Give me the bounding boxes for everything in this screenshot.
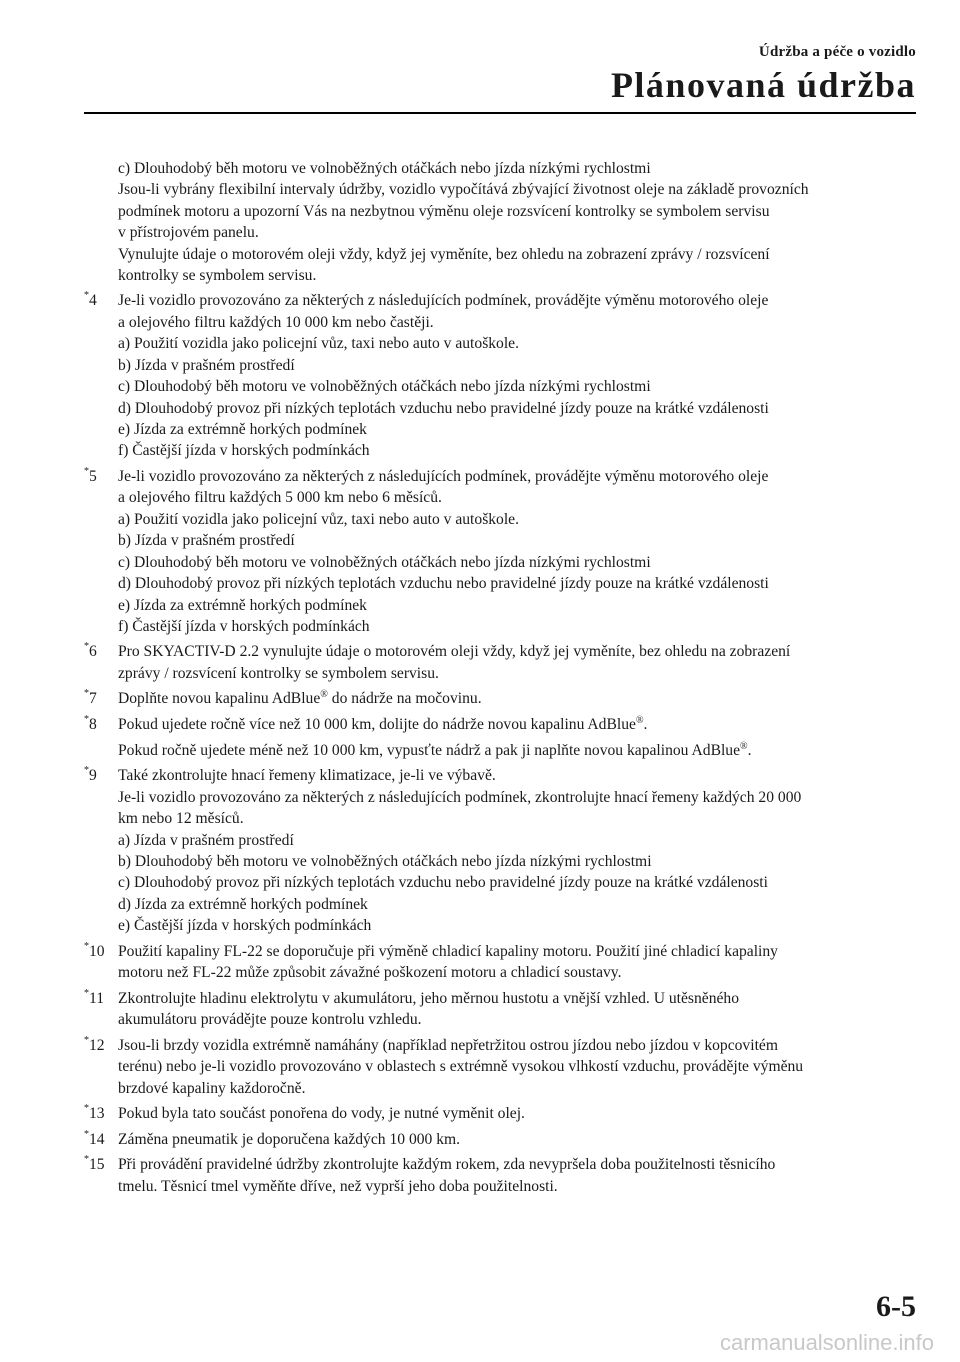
page-title: Plánovaná údržba	[610, 65, 916, 105]
footnote-marker: *	[84, 290, 89, 302]
footnote-marker: *	[84, 1102, 89, 1114]
footnote-text: Je-li vozidlo provozováno za některých z následujících podmínek, zkontrolujte hnací řemeny každých 20 000	[118, 788, 802, 806]
footnote-number: 15	[89, 1156, 105, 1174]
paragraph-line: Vynulujte údaje o motorovém oleji vždy, když jej vyměníte, bez ohledu na zobrazení zprávy / rozsvícení	[118, 245, 770, 263]
footnote-text: .	[643, 716, 648, 734]
footnote-marker: *	[84, 713, 89, 725]
condition-item: b) Jízda v prašném prostředí	[118, 532, 295, 550]
footnote-number: 10	[89, 942, 105, 960]
footnote-text: km nebo 12 měsíců.	[118, 810, 244, 828]
footnote-5	[84, 462, 912, 488]
footnote-7	[84, 684, 912, 710]
page-header	[611, 44, 916, 105]
footnote-text: Zkontrolujte hladinu elektrolytu v akumulátoru, jeho měrnou hustotu a vnější vzhled. U utěsněného	[118, 989, 740, 1007]
main-content	[84, 158, 912, 1197]
paragraph-line: podmínek motoru a upozorní Vás na nezbytnou výměnu oleje rozsvícení kontrolky se symbolem servisu	[118, 202, 770, 220]
footnote-text: Také zkontrolujte hnací řemeny klimatizace, je-li ve výbavě.	[118, 767, 496, 785]
footnote-marker: *	[84, 940, 89, 952]
footnote-text: terénu) nebo je-li vozidlo provozováno v oblastech s extrémně vysokou vlhkostí vzduchu, provádějte výměnu	[118, 1058, 804, 1076]
footnote-marker: *	[84, 987, 89, 999]
condition-item: b) Dlouhodobý běh motoru ve volnoběžných otáčkách nebo jízda nízkými rychlostmi	[118, 852, 652, 870]
footnote-4	[84, 286, 912, 312]
footnote-marker: *	[84, 641, 89, 653]
footnote-text: a olejového filtru každých 10 000 km nebo častěji.	[118, 314, 434, 332]
footnote-text: Záměna pneumatik je doporučena každých 10 000 km.	[118, 1130, 461, 1148]
footnote-13	[84, 1099, 912, 1125]
footnote-6	[84, 637, 912, 663]
footnote-number: 4	[89, 292, 97, 310]
registered-mark: ®	[635, 714, 644, 726]
footnote-15	[84, 1150, 912, 1176]
footnote-text: Je-li vozidlo provozováno za některých z následujících podmínek, provádějte výměnu motorového oleje	[118, 292, 769, 310]
watermark: carmanualsonline.info	[719, 1330, 934, 1355]
footnote-marker: *	[84, 1034, 89, 1046]
condition-item: c) Dlouhodobý běh motoru ve volnoběžných otáčkách nebo jízda nízkými rychlostmi	[118, 553, 651, 571]
footnote-text: a olejového filtru každých 5 000 km nebo 6 měsíců.	[118, 489, 442, 507]
footnote-text: Jsou-li brzdy vozidla extrémně namáhány (například nepřetržitou ostrou jízdou nebo jízdou v kopcovitém	[118, 1036, 778, 1054]
footnote-marker: *	[84, 1128, 89, 1140]
condition-item: a) Použití vozidla jako policejní vůz, taxi nebo auto v autoškole.	[118, 510, 520, 528]
footnote-number: 13	[89, 1105, 105, 1123]
footnote-marker: *	[84, 465, 89, 477]
condition-item: d) Jízda za extrémně horkých podmínek	[118, 895, 368, 913]
condition-item: f) Častější jízda v horských podmínkách	[118, 617, 370, 635]
footnote-11	[84, 984, 912, 1010]
condition-item: b) Jízda v prašném prostředí	[118, 356, 295, 374]
footnote-text: Pro SKYACTIV-D 2.2 vynulujte údaje o motorovém oleji vždy, když jej vyměníte, bez ohledu na zobrazení	[118, 643, 791, 661]
footnote-marker: *	[84, 688, 89, 700]
footnote-number: 14	[89, 1130, 105, 1148]
footnote-8	[84, 710, 912, 736]
footnote-text: tmelu. Těsnicí tmel vyměňte dříve, než vyprší jeho doba použitelnosti.	[118, 1177, 558, 1195]
footnote-text: Použití kapaliny FL-22 se doporučuje při výměně chladicí kapaliny motoru. Použití jiné chladicí kapaliny	[118, 942, 778, 960]
footnote-text: Pokud ročně ujedete méně než 10 000 km, vypusťte nádrž a pak ji naplňte novou kapalinou AdBlue	[118, 741, 741, 759]
footnote-number: 6	[89, 643, 97, 661]
footnote-number: 9	[89, 767, 97, 785]
footnote-14	[84, 1125, 912, 1151]
footnote-number: 7	[89, 690, 97, 708]
footnote-text: brzdové kapaliny každoročně.	[118, 1079, 306, 1097]
condition-item: e) Jízda za extrémně horkých podmínek	[118, 421, 367, 439]
paragraph-line: Jsou-li vybrány flexibilní intervaly údržby, vozidlo vypočítává zbývající životnost oleje na základě provozních	[118, 181, 809, 199]
condition-item: c) Dlouhodobý provoz při nízkých teplotách vzduchu nebo pravidelné jízdy pouze na krátké vzdálenosti	[118, 874, 768, 892]
footnote-marker: *	[84, 1154, 89, 1166]
footnote-12	[84, 1031, 912, 1057]
footnote-number: 12	[89, 1036, 105, 1054]
footnote-text: zprávy / rozsvícení kontrolky se symbolem servisu.	[118, 664, 439, 682]
section-title: Údržba a péče o vozidlo	[758, 44, 916, 60]
footnote-text: do nádrže na močovinu.	[327, 690, 482, 708]
page-number: 6-5	[876, 1290, 916, 1323]
footnote-text: akumulátoru provádějte pouze kontrolu vzhledu.	[118, 1011, 422, 1029]
paragraph-line: kontrolky se symbolem servisu.	[118, 267, 317, 285]
condition-item: e) Častější jízda v horských podmínkách	[118, 917, 372, 935]
registered-mark: ®	[320, 689, 328, 701]
paragraph-line: v přístrojovém panelu.	[118, 224, 259, 242]
condition-item: a) Jízda v prašném prostředí	[118, 831, 294, 849]
footnote-marker: *	[84, 765, 89, 777]
condition-item: c) Dlouhodobý běh motoru ve volnoběžných otáčkách nebo jízda nízkými rychlostmi	[118, 160, 651, 177]
footnote-text: motoru než FL-22 může způsobit závažné poškození motoru a chladicí soustavy.	[118, 964, 622, 982]
condition-item: c) Dlouhodobý běh motoru ve volnoběžných otáčkách nebo jízda nízkými rychlostmi	[118, 378, 651, 396]
condition-item: e) Jízda za extrémně horkých podmínek	[118, 596, 367, 614]
footnote-text: Pokud ujedete ročně více než 10 000 km, dolijte do nádrže novou kapalinu AdBlue	[118, 716, 636, 734]
footnote-text-line	[84, 736, 912, 762]
registered-mark: ®	[740, 740, 748, 752]
footnote-text: .	[747, 741, 752, 759]
footnote-text: Je-li vozidlo provozováno za některých z následujících podmínek, provádějte výměnu motorového oleje	[118, 468, 769, 486]
footnote-number: 8	[89, 716, 97, 734]
footnote-number: 5	[89, 468, 97, 486]
footnote-10	[84, 937, 912, 963]
header-rule	[84, 112, 916, 114]
footnote-number: 11	[89, 989, 105, 1007]
condition-item: d) Dlouhodobý provoz při nízkých teplotách vzduchu nebo pravidelné jízdy pouze na krátké vzdálenosti	[118, 399, 769, 417]
condition-item: f) Častější jízda v horských podmínkách	[118, 442, 370, 460]
footnote-text: Pokud byla tato součást ponořena do vody, je nutné vyměnit olej.	[118, 1105, 525, 1123]
footnote-9	[84, 761, 912, 787]
footnote-text: Doplňte novou kapalinu AdBlue	[118, 690, 321, 708]
condition-item: d) Dlouhodobý provoz při nízkých teplotách vzduchu nebo pravidelné jízdy pouze na krátké vzdálenosti	[118, 575, 769, 593]
footnote-text: Při provádění pravidelné údržby zkontrolujte každým rokem, zda nevypršela doba použitelnosti těsnicího	[118, 1156, 776, 1174]
condition-item: a) Použití vozidla jako policejní vůz, taxi nebo auto v autoškole.	[118, 335, 520, 353]
